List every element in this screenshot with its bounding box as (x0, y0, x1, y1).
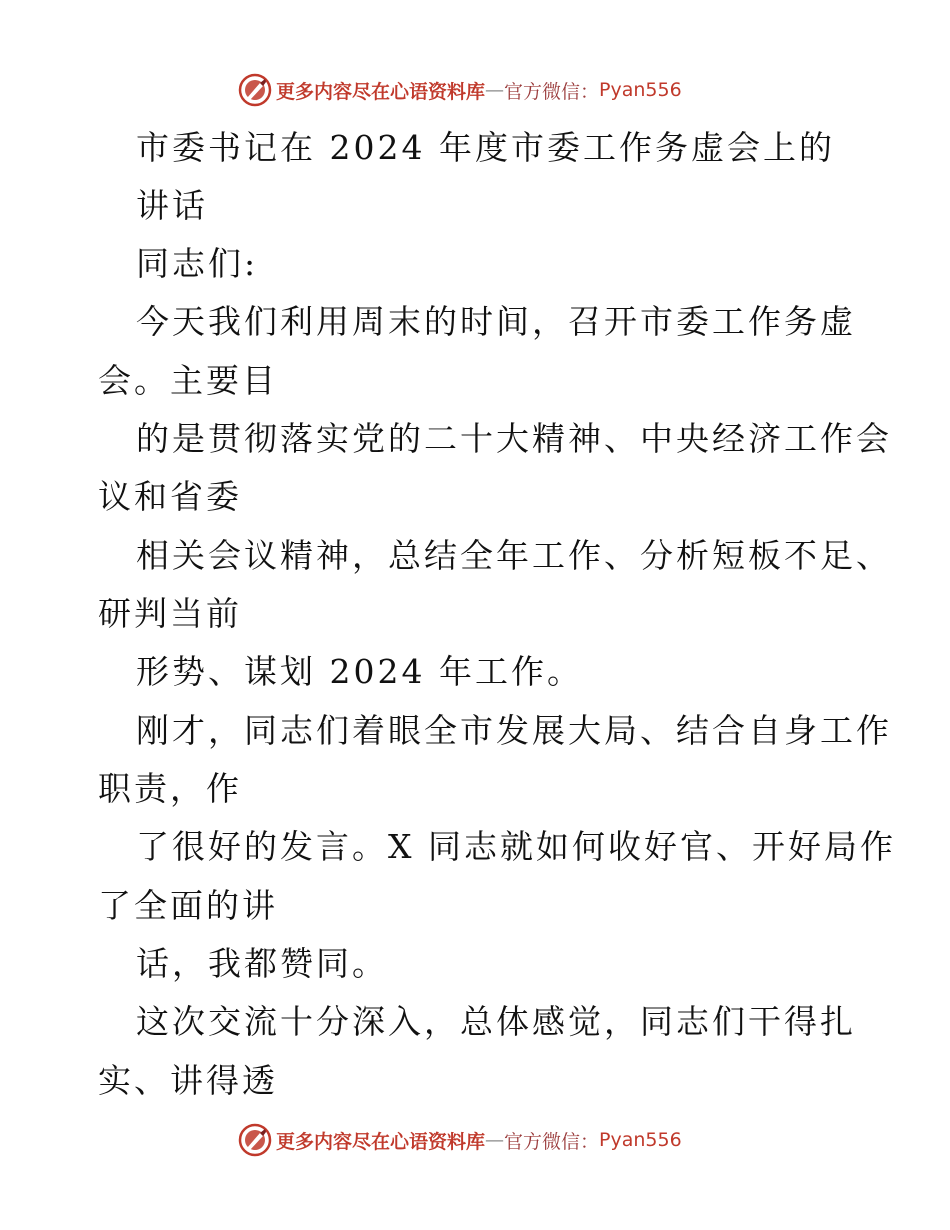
text-line: 职责，作 (98, 769, 242, 808)
watermark-separator: — (485, 1129, 505, 1151)
text-line: 了全面的讲 (98, 886, 278, 925)
text-line: 的是贯彻落实党的二十大精神、中央经济工作会 (136, 419, 892, 458)
text-line: 研判当前 (98, 594, 242, 633)
header-watermark (238, 72, 682, 108)
text-line: 形势、谋划 2024 年工作。 (136, 652, 583, 691)
watermark-wechat-id: Pyan556 (599, 79, 682, 101)
footer-watermark (238, 1122, 682, 1158)
watermark-label: 官方微信： (504, 1130, 600, 1153)
text-line: 实、讲得透 (98, 1061, 278, 1100)
watermark-wechat-id: Pyan556 (599, 1129, 682, 1151)
text-line: 同志们: (136, 244, 259, 283)
quill-logo-icon (238, 73, 272, 107)
watermark-site: 更多内容尽在心语资料库 (276, 80, 486, 103)
text-line: 讲话 (136, 186, 208, 225)
text-line: 议和省委 (98, 477, 242, 516)
text-line: 话，我都赞同。 (136, 944, 388, 983)
text-line: 会。主要目 (98, 361, 278, 400)
text-line: 相关会议精神，总结全年工作、分析短板不足、 (136, 536, 892, 575)
text-line: 今天我们利用周末的时间，召开市委工作务虚 (136, 302, 856, 341)
text-line: 了很好的发言。X 同志就如何收好官、开好局作 (136, 827, 896, 866)
watermark-site: 更多内容尽在心语资料库 (276, 1130, 486, 1153)
text-line: 这次交流十分深入，总体感觉，同志们干得扎 (136, 1002, 856, 1041)
text-line: 刚才，同志们着眼全市发展大局、结合自身工作 (136, 711, 892, 750)
text-line: 市委书记在 2024 年度市委工作务虚会上的 (136, 128, 835, 167)
watermark-separator: — (485, 79, 505, 101)
watermark-label: 官方微信： (504, 80, 600, 103)
quill-logo-icon (238, 1123, 272, 1157)
